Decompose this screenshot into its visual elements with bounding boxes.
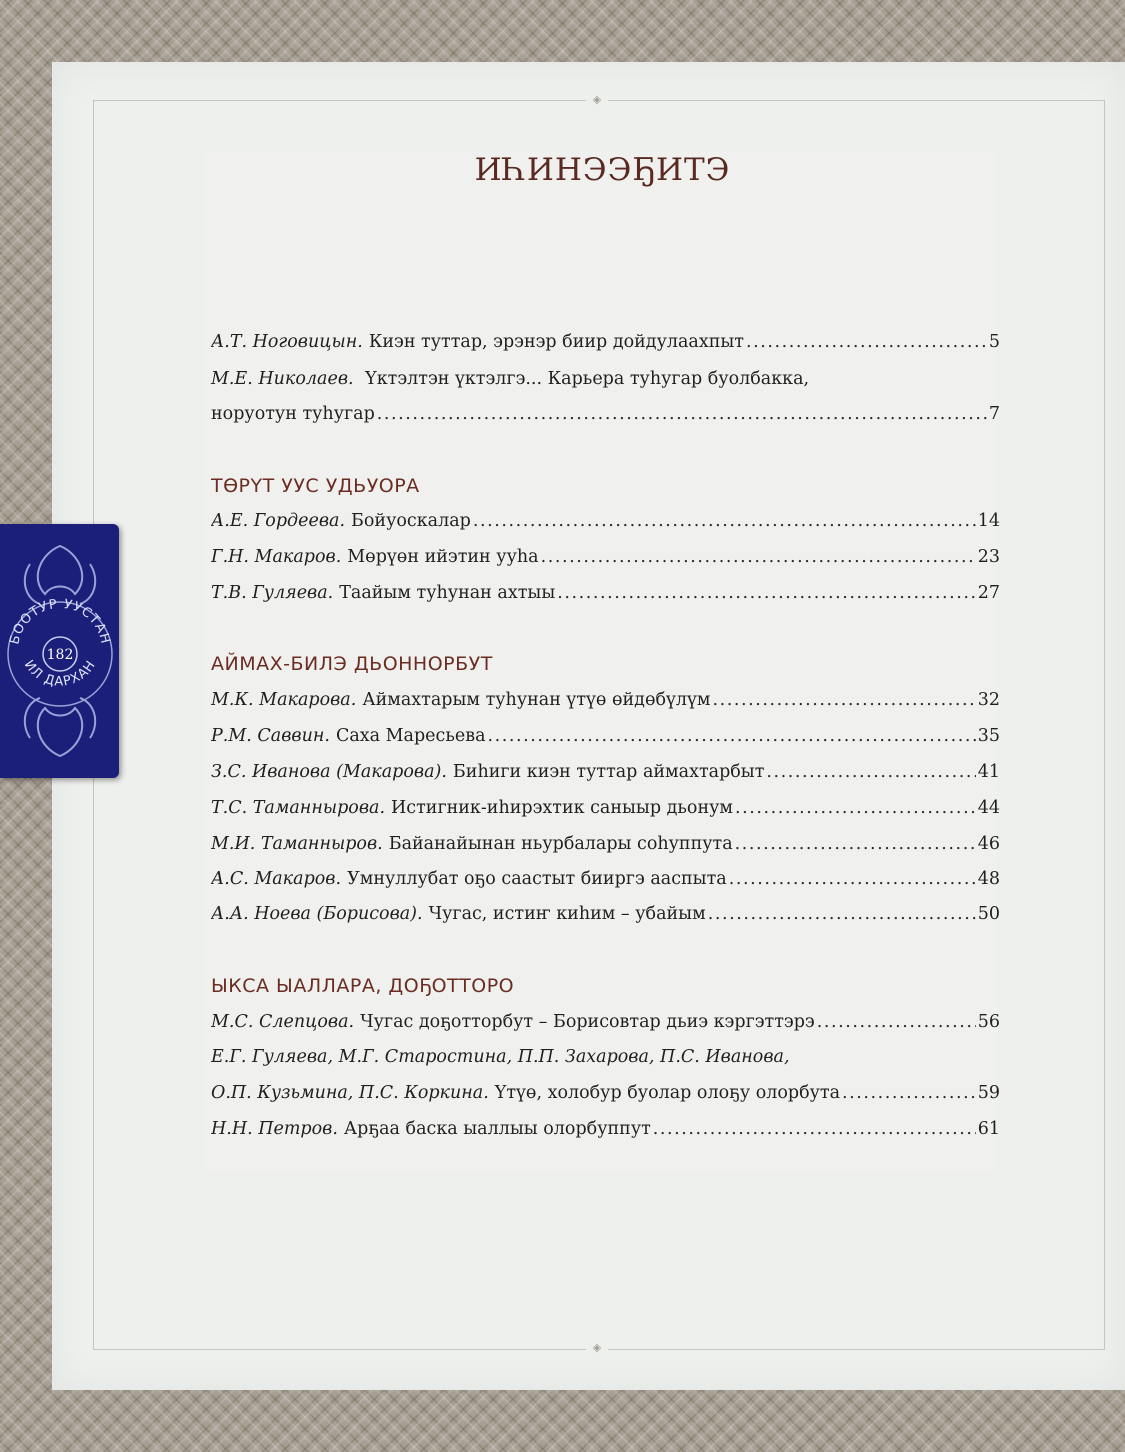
ornament-top-icon [38,546,82,594]
leader-dots [488,723,976,749]
section-heading: АЙМАХ-БИЛЭ ДЬОННОРБУТ [211,653,493,675]
frame-diamond-icon: ◈ [586,1341,608,1355]
toc-entry[interactable] [211,759,1000,785]
entry-author: М.К. Макарова. [211,690,357,710]
toc-entry[interactable] [211,1080,1000,1106]
entry-author: З.С. Иванова (Макарова). [211,762,447,782]
entry-title: Байанайынан ньурбалары соһуппута [388,834,733,854]
frame-diamond-icon: ◈ [586,93,608,107]
entry-page-number: 23 [977,547,1000,567]
toc-entry[interactable] [211,1116,1000,1142]
entry-author: А.Т. Ноговицын. [211,332,363,352]
entry-page-number: 48 [977,869,1000,889]
entry-page-number: 32 [977,690,1000,710]
entry-title: Киэн туттар, эрэнэр биир дойдулаахпыт [368,332,744,352]
toc-entry[interactable] [211,508,1000,534]
leader-dots [713,687,976,713]
entry-page-number: 59 [977,1083,1000,1103]
leader-dots [729,866,976,892]
toc-entry[interactable] [211,866,1000,892]
entry-title: Саха Маресьева [335,726,486,746]
entry-author: А.С. Макаров. [211,869,342,889]
entry-title: Биһиги киэн туттар аймахтарбыт [452,762,765,782]
entry-title: Чугас доҕотторбут – Борисовтар дьиэ кэргэттэрэ [360,1012,815,1032]
leader-dots [541,544,976,570]
entry-author: Е.Г. Гуляева, М.Г. Старостина, П.П. Захарова, П.С. Иванова, [211,1047,790,1067]
entry-author: М.С. Слепцова. [211,1012,355,1032]
leader-dots [735,831,976,857]
entry-page-number: 5 [988,332,1000,352]
leader-dots [708,901,976,927]
ornament-bottom-icon [38,708,82,756]
toc-entry[interactable] [211,329,1000,355]
toc-entry[interactable] [211,544,1000,570]
leader-dots [842,1080,976,1106]
entry-author: М.Е. Николаев. [211,369,354,389]
entry-title: Үктэлтэн үктэлгэ... Карьера туһугар буолбакка, [365,369,810,389]
leader-dots [817,1009,976,1035]
entry-title: Мөрүөн ийэтин ууһа [347,547,539,567]
entry-author: Н.Н. Петров. [211,1119,338,1139]
leader-dots [473,508,976,534]
toc-entry[interactable] [211,723,1000,749]
entry-title: Чугас, истиҥ киһим – убайым [428,904,706,924]
badge-arc-bottom: ИЛ ДАРХАН [20,657,100,690]
toc-entry[interactable] [211,580,1000,606]
entry-page-number: 44 [977,798,1000,818]
entry-author-continued: О.П. Кузьмина, П.С. Коркина. [211,1083,489,1103]
page-title: ИҺИНЭЭҔИТЭ [474,152,731,188]
badge-number: 182 [46,647,74,663]
badge-arc-top: БООТУР УУСТАН [7,596,113,646]
toc-entry[interactable] [211,1009,1000,1035]
leader-dots [766,759,975,785]
entry-title: Арҕаа баска ыаллыы олорбуппут [343,1119,651,1139]
entry-page-number: 50 [977,904,1000,924]
leader-dots [557,580,975,606]
toc-entry[interactable] [211,687,1000,713]
entry-title: Аймахтарым туһунан үтүө өйдөбүлүм [362,690,711,710]
entry-page-number: 7 [988,404,1000,424]
entry-title: Үтүө, холобур буолар олоҕу олорбута [494,1083,841,1103]
entry-title: Истигник-иһирэхтик саныыр дьонум [391,798,734,818]
entry-page-number: 35 [977,726,1000,746]
toc-entry[interactable] [211,831,1000,857]
entry-author: А.А. Ноева (Борисова). [211,904,423,924]
svg-text:БООТУР УУСТАН [7,597,112,646]
toc-entry[interactable] [211,795,1000,821]
entry-page-number: 61 [977,1119,1000,1139]
entry-author: Т.В. Гуляева. [211,583,334,603]
entry-author: А.Е. Гордеева. [211,511,346,531]
toc-entry[interactable] [211,401,1000,427]
entry-author: М.И. Таманныров. [211,834,383,854]
bookmark-tab [0,524,119,778]
toc-entry-line[interactable] [211,366,1000,392]
entry-page-number: 41 [977,762,1000,782]
entry-author: Т.С. Таманнырова. [211,798,386,818]
section-heading: ТӨРҮТ УУС УДЬУОРА [211,475,420,497]
ornament-swirl-icon [25,698,95,738]
toc-entry-line[interactable] [211,1044,1000,1070]
entry-author: Г.Н. Макаров. [211,547,342,567]
entry-title: Таайым туһунан ахтыы [339,583,556,603]
toc-entry[interactable] [211,901,1000,927]
entry-title: Бойуоскалар [351,511,471,531]
leader-dots [746,329,987,355]
leader-dots [735,795,976,821]
entry-page-number: 56 [977,1012,1000,1032]
entry-author: Р.М. Саввин. [211,726,330,746]
badge-emblem [0,524,119,778]
leader-dots [377,401,987,427]
entry-title: Умнуллубат оҕо саастыт бииргэ ааспыта [347,869,727,889]
entry-page-number: 27 [977,583,1000,603]
entry-title-continued: норуотун туһугар [211,404,375,424]
entry-page-number: 46 [977,834,1000,854]
section-heading: ЫКСА ЫАЛЛАРА, ДОҔОТТОРО [211,975,515,997]
entry-page-number: 14 [977,511,1000,531]
leader-dots [653,1116,976,1142]
